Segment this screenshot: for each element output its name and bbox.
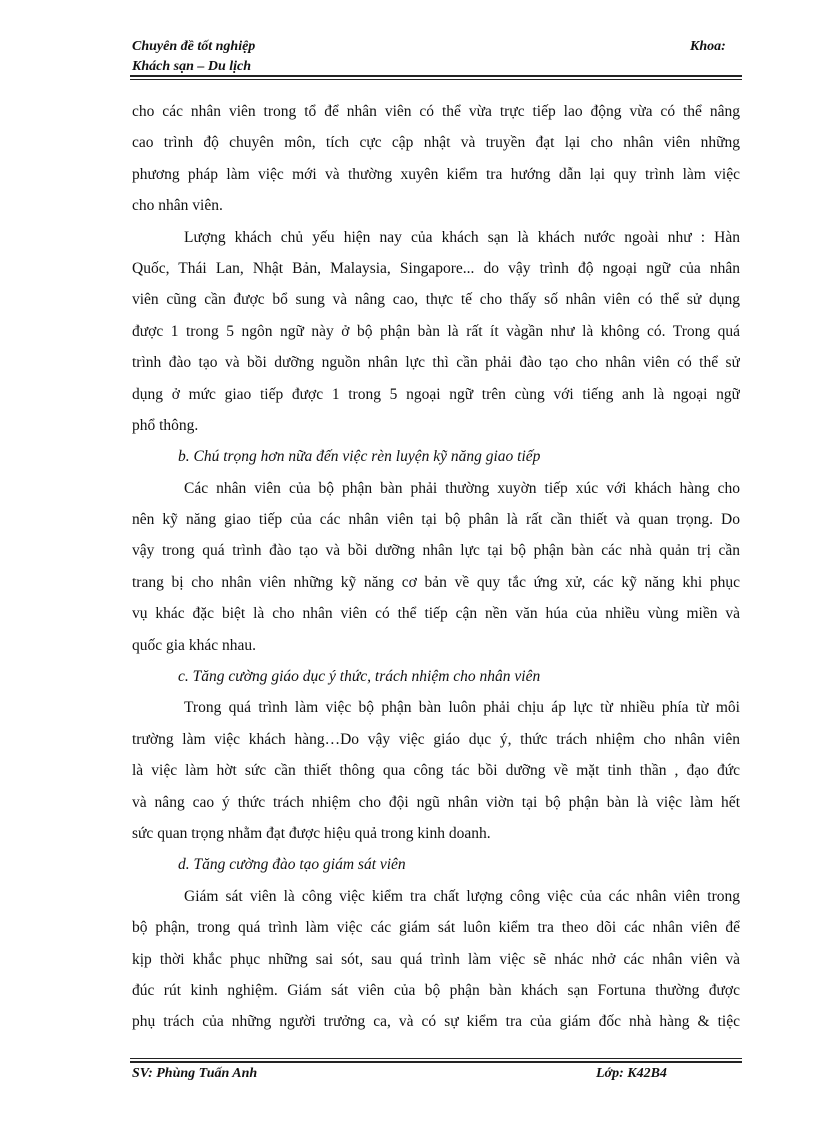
text-line: Quốc, Thái Lan, Nhật Bản, Malaysia, Singapore... do vậy trình độ ngoại ngữ của nhân (132, 259, 740, 277)
text-line: phụ trách của những người trưởng ca, và có sự kiểm tra của giám đốc nhà hàng & tiệc (132, 1013, 740, 1031)
paragraph-1 (132, 96, 740, 222)
text-line: được 1 trong 5 ngôn ngữ này ở bộ phận bàn là rất ít vàgần như là không có. Trong quá (132, 322, 740, 340)
text-line: Giám sát viên là công việc kiểm tra chất lượng công việc của các nhân viên trong (184, 887, 740, 905)
text-line: Các nhân viên của bộ phận bàn phải thường xuyờn tiếp xúc với khách hàng cho (184, 479, 740, 497)
text-line: sức quan trọng nhằm đạt được hiệu quả trong kinh doanh. (132, 824, 491, 842)
text-line: phương pháp làm việc mới và thường xuyên kiểm tra hướng dẫn lại quy trình làm việc (132, 165, 740, 183)
text-line: trình đào tạo và bồi dưỡng nguồn nhân lực thì cần phải đào tạo cho nhân viên có thể sử (132, 354, 740, 372)
text-line: đúc rút kinh nghiệm. Giám sát viên của bộ phận bàn khách sạn Fortuna thường được (132, 981, 740, 999)
paragraph-5 (132, 881, 740, 1038)
paragraph-3 (132, 473, 740, 661)
text-line: quốc gia khác nhau. (132, 636, 256, 654)
text-line: cao trình độ chuyên môn, tích cực cập nhật và truyền đạt lại cho nhân viên những (132, 134, 740, 152)
footer-class-code: Lớp: K42B4 (596, 1066, 667, 1081)
text-line: cho các nhân viên trong tổ để nhân viên có thể vừa trực tiếp lao động vừa có thể nâng (132, 103, 740, 120)
text-line: và nâng cao ý thức trách nhiệm cho đội ngũ nhân viờn tại bộ phận bàn là việc làm hết (132, 793, 740, 811)
text-line: bộ phận, trong quá trình làm việc các giám sát luôn kiểm tra theo dõi các nhân viên để (132, 919, 740, 937)
section-heading-d: d. Tăng cường đào tạo giám sát viên (178, 856, 406, 874)
text-line: viên cũng cần được bổ sung và nâng cao, thực tế cho thấy số nhân viên có thể sử dụng (132, 291, 740, 309)
text-line: kịp thời khắc phục những sai sót, sau quá trình làm việc sẽ nhác nhở các nhân viên và (132, 950, 740, 968)
text-line: nên kỹ năng giao tiếp của các nhân viên tại bộ phân là rất cần thiết và quan trọng. Do (132, 511, 740, 529)
text-line: trang bị cho nhân viên những kỹ năng cơ bản về quy tắc ứng xử, các kỹ năng khi phục (132, 573, 740, 591)
page-header-left (132, 37, 255, 77)
text-line: cho nhân viên. (132, 197, 223, 215)
text-line: Trong quá trình làm việc bộ phận bàn luôn phải chịu áp lực từ nhiều phía từ môi (184, 699, 740, 717)
section-heading-c: c. Tăng cường giáo dục ý thức, trách nhiệm cho nhân viên (178, 668, 541, 686)
header-thesis-title: Chuyên đề tốt nghiệp (132, 39, 256, 54)
section-heading-b: b. Chú trọng hơn nữa đến việc rèn luyện kỹ năng giao tiếp (178, 448, 541, 466)
text-line: vậy trong quá trình đào tạo và bồi dưỡng nhân lực tại bộ phận bàn các nhà quản trị cần (132, 542, 740, 560)
text-line: là việc làm hờt sức cần thiết thông qua công tác bồi dưỡng về mặt tinh thần , đạo đức (132, 762, 740, 780)
text-line: phổ thông. (132, 416, 199, 434)
header-faculty-subtitle: Khách sạn – Du lịch (132, 59, 252, 74)
text-line: vụ khác đặc biệt là cho nhân viên có thể tiếp cận nền văn húa của nhiều vùng miền và (132, 605, 740, 623)
text-line: Lượng khách chủ yếu hiện nay của khách sạn là khách nước ngoài như : Hàn (184, 228, 740, 246)
paragraph-2 (132, 222, 740, 442)
text-line: trường làm việc khách hàng…Do vậy việc giáo dục ý, thức trách nhiệm cho nhân viên (132, 730, 740, 748)
header-divider (130, 75, 742, 80)
header-department-label: Khoa: (690, 39, 726, 54)
footer-divider (130, 1058, 742, 1063)
document-body (132, 96, 740, 1038)
footer-student-name: SV: Phùng Tuấn Anh (132, 1066, 258, 1081)
paragraph-4 (132, 692, 740, 849)
text-line: dụng ở mức giao tiếp được 1 trong 5 ngoại ngữ trên cùng với tiếng anh là ngoại ngữ (132, 385, 740, 403)
